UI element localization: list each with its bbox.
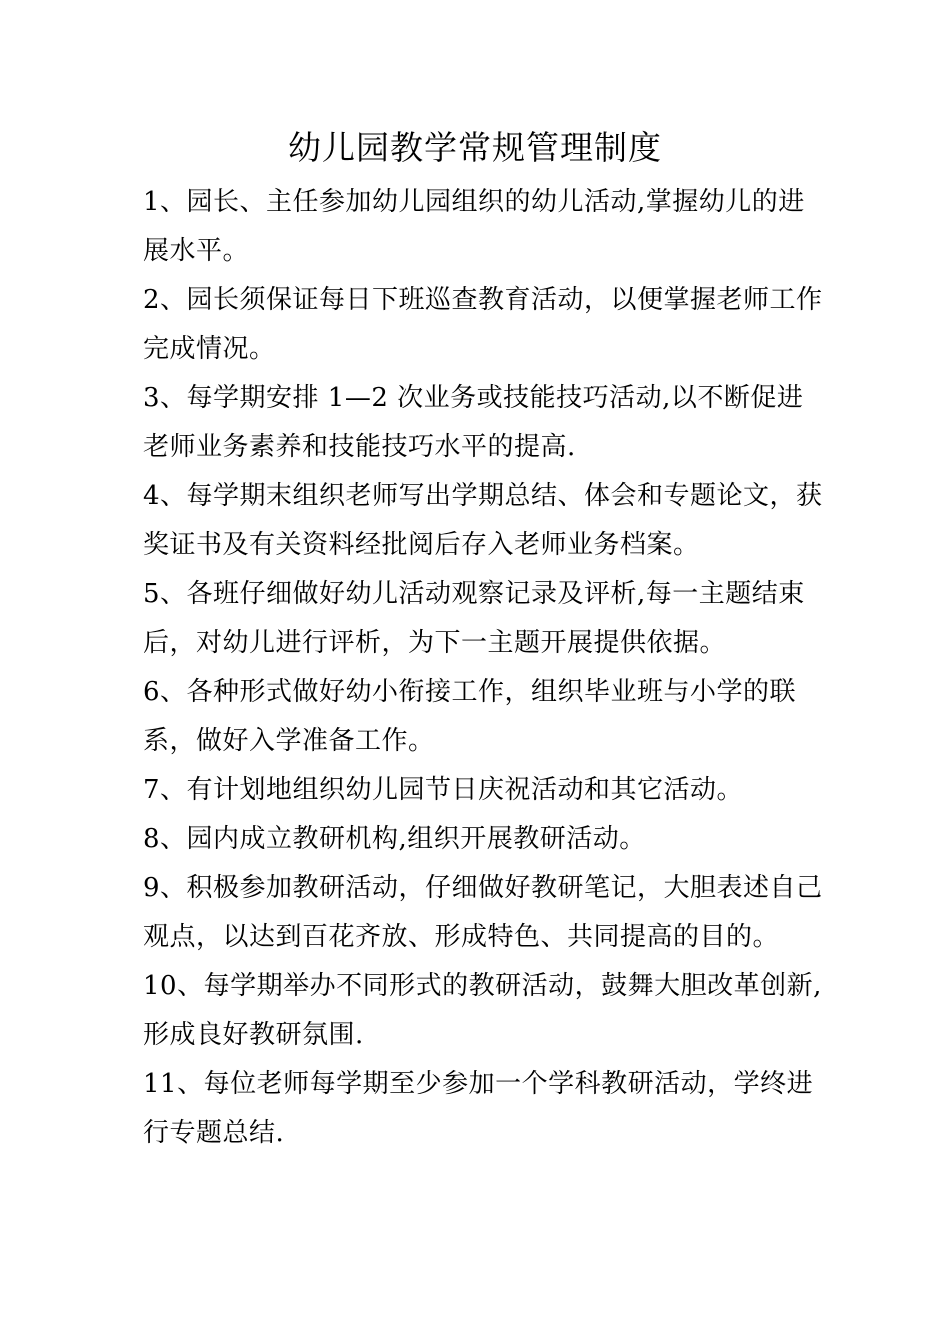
list-item-10: 10、每学期举办不同形式的教研活动，鼓舞大胆改革创新,形成良好教研氛围. <box>143 971 822 1050</box>
list-item-7: 7、有计划地组织幼儿园节日庆祝活动和其它活动。 <box>143 775 744 805</box>
list-item-8: 8、园内成立教研机构,组织开展教研活动。 <box>143 824 646 854</box>
list-item-2: 2、园长须保证每日下班巡查教育活动，以便掌握老师工作完成情况。 <box>143 285 823 364</box>
list-item-3: 3、每学期安排 1—2 次业务或技能技巧活动,以不断促进老师业务素养和技能技巧水平的提高. <box>143 383 804 462</box>
document-title: 幼儿园教学常规管理制度 <box>288 128 662 167</box>
document-body <box>143 178 823 1158</box>
list-item-1: 1、园长、主任参加幼儿园组织的幼儿活动,掌握幼儿的进展水平。 <box>143 187 805 266</box>
list-item-4: 4、每学期末组织老师写出学期总结、体会和专题论文，获奖证书及有关资料经批阅后存入老师业务档案。 <box>143 481 823 560</box>
list-item-5: 5、各班仔细做好幼儿活动观察记录及评析,每一主题结束后，对幼儿进行评析，为下一主题开展提供依据。 <box>143 579 805 658</box>
list-item-9: 9、积极参加教研活动，仔细做好教研笔记，大胆表述自己观点，以达到百花齐放、形成特色、共同提高的目的。 <box>143 873 823 952</box>
list-item-11: 11、每位老师每学期至少参加一个学科教研活动，学终进行专题总结. <box>143 1069 814 1148</box>
list-item-6: 6、各种形式做好幼小衔接工作，组织毕业班与小学的联系，做好入学准备工作。 <box>143 677 797 756</box>
